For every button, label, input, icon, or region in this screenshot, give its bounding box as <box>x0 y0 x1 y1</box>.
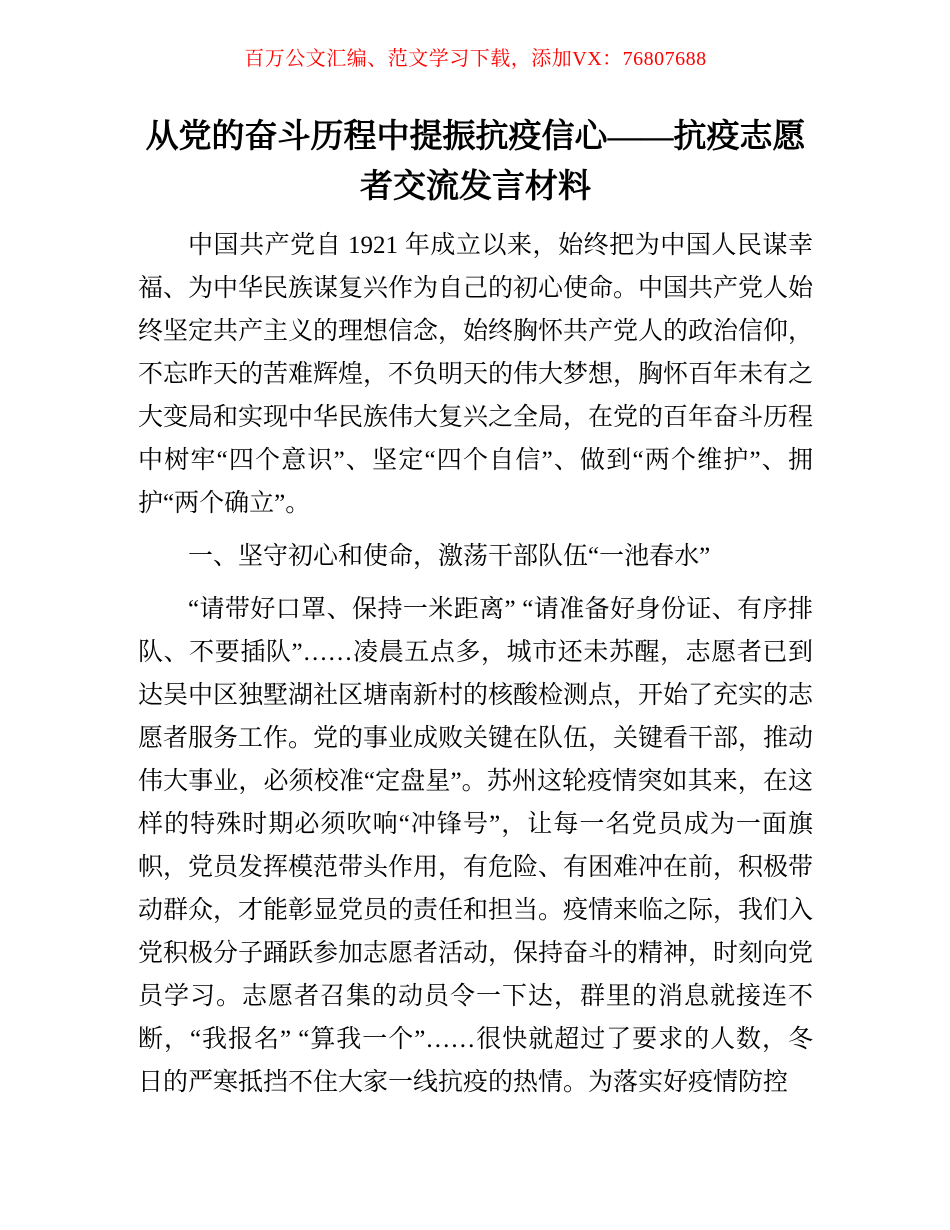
body-paragraph-1: 中国共产党自 1921 年成立以来，始终把为中国人民谋幸福、为中华民族谋复兴作为自己的初心使命。中国共产党人始终坚定共产主义的理想信念，始终胸怀共产党人的政治信仰，不忘昨天的苦难辉煌，不负明天的伟大梦想，胸怀百年未有之大变局和实现中华民族伟大复兴之全局，在党的百年奋斗历程中树牢“四个意识”、坚定“四个自信”、做到“两个维护”、拥护“两个确立”。 <box>138 232 814 517</box>
body-paragraph-2: “请带好口罩、保持一米距离” “请准备好身份证、有序排队、不要插队”……凌晨五点多，城市还未苏醒，志愿者已到达吴中区独墅湖社区塘南新村的核酸检测点，开始了充实的志愿者服务工作。党的事业成败关键在队伍，关键看干部，推动伟大事业，必须校准“定盘星”。苏州这轮疫情突如其来，在这样的特殊时期必须吹响“冲锋号”，让每一名党员成为一面旗帜，党员发挥模范带头作用，有危险、有困难冲在前，积极带动群众，才能彰显党员的责任和担当。疫情来临之际，我们入党积极分子踊跃参加志愿者活动，保持奋斗的精神，时刻向党员学习。志愿者召集的动员令一下达，群里的消息就接连不断，“我报名” “算我一个”……很快就超过了要求的人数，冬日的严寒抵挡不住大家一线抗疫的热情。为落实好疫情防控 <box>138 596 814 1096</box>
section-heading-1: 一、坚守初心和使命，激荡干部队伍“一池春水” <box>188 543 711 570</box>
promo-notice: 百万公文汇编、范文学习下载，添加VX：76807688 <box>244 48 707 70</box>
document-title: 从党的奋斗历程中提振抗疫信心——抗疫志愿者交流发言材料 <box>145 119 806 205</box>
